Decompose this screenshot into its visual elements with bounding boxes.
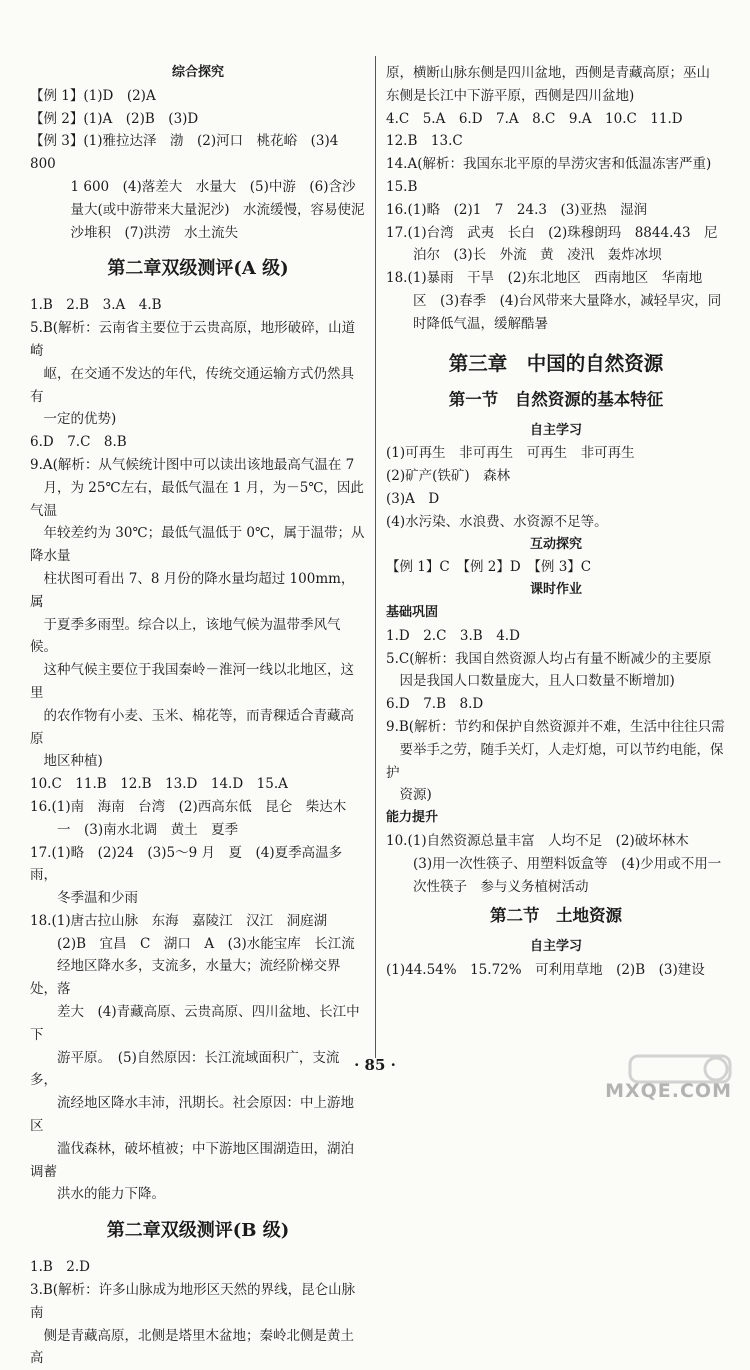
answer-line: 这种气候主要位于我国秦岭－淮河一线以北地区，这里 [30, 662, 354, 701]
answer-line: 因是我国人口数量庞大，且人口数量不断增加) [386, 673, 675, 690]
answer-line: 6.D 7.B 8.D [386, 696, 484, 713]
answer-line: 洪水的能力下降。 [30, 1186, 165, 1203]
answer-line: (3)A D [386, 490, 440, 507]
answer-line: 4.C 5.A 6.D 7.A 8.C 9.A 10.C 11.D [386, 110, 683, 127]
answer-line: 的农作物有小麦、玉米、棉花等，而青稞适合青藏高原 [30, 707, 354, 747]
section-label: 自主学习 [529, 422, 582, 438]
section-label: 课时作业 [529, 582, 582, 598]
answer-line: (4)水污染、水浪费、水资源不足等。 [386, 513, 608, 530]
answer-line: 泊尔 (3)长 外流 黄 凌汛 轰炸冰坝 [386, 247, 662, 264]
answer-line: 原，横断山脉东侧是四川盆地，西侧是青藏高原；巫山 [386, 65, 710, 81]
answer-line: 一 (3)南水北调 黄土 夏季 [30, 821, 239, 838]
answer-line: 【例 3】(1)雅拉达泽 渤 (2)河口 桃花峪 (3)4 800 [30, 133, 339, 173]
answer-line: 1.D 2.C 3.B 4.D [386, 627, 520, 644]
answer-line: 15.B [386, 178, 418, 195]
answer-line: 资源) [386, 787, 432, 804]
answer-line: 5.B(解析：云南省主要位于云贵高原，地形破碎，山道崎 [30, 320, 356, 359]
section-label: 互动探究 [529, 536, 582, 552]
answer-line: 1.B 2.D [30, 1259, 91, 1276]
answer-line: 流经地区降水丰沛，汛期长。社会原因：中上游地区 [30, 1095, 354, 1135]
answer-line: 18.(1)唐古拉山脉 东海 嘉陵江 汉江 洞庭湖 [30, 912, 328, 929]
answer-line: 一定的优势) [30, 411, 117, 428]
answer-line: 5.C(解析：我国自然资源人均占有量不断减少的主要原 [386, 650, 712, 667]
answer-line: 17.(1)台湾 武夷 长白 (2)珠穆朗玛 8844.43 尼 [386, 224, 718, 241]
answer-line: 量大(或中游带来大量泥沙) 水流缓慢，容易使泥 [30, 201, 365, 218]
sub-label: 基础巩固 [386, 604, 439, 620]
answer-line: 月，为 25℃左右，最低气温在 1 月，为－5℃，因此气温 [30, 479, 364, 519]
answer-line: 12.B 13.C [386, 133, 463, 150]
answer-line: 游平原。 (5)自然原因：长江流域面积广，支流多， [30, 1049, 340, 1089]
answer-line: 要举手之劳，随手关灯，人走灯熄，可以节约电能，保护 [386, 741, 724, 781]
page-number: · 85 · [354, 1056, 396, 1074]
answer-line: (3)用一次性筷子、用塑料饭盒等 (4)少用或不用一 [386, 855, 722, 872]
chapter-title: 第三章 中国的自然资源 [448, 351, 664, 375]
answer-line: 10.C 11.B 12.B 13.D 14.D 15.A [30, 776, 288, 793]
answer-line: 于夏季多雨型。综合以上，该地气候为温带季风气候。 [30, 616, 341, 656]
answer-line: 经地区降水多，支流多，水量大；流经阶梯交界处，落 [30, 958, 341, 998]
section-label: 自主学习 [529, 939, 582, 955]
subsection-title: 第二节 土地资源 [490, 906, 622, 926]
answer-line: 10.(1)自然资源总量丰富 人均不足 (2)破坏林木 [386, 832, 689, 849]
answer-line: 16.(1)略 (2)1 7 24.3 (3)亚热 湿润 [386, 201, 648, 218]
answer-line: 区 (3)春季 (4)台风带来大量降水，减轻旱灾，同 [386, 292, 722, 309]
answer-line: 年较差约为 30℃；最低气温低于 0℃，属于温带；从降水量 [30, 525, 365, 565]
answer-line: (2)B 宜昌 C 湖口 A (3)水能宝库 长江流 [30, 935, 355, 952]
watermark-text: MXQE.COM [605, 1080, 732, 1102]
section-heading: 第二章双级测评(B 级) [106, 1220, 290, 1242]
section-label: 综合探究 [171, 65, 224, 80]
answer-line: 9.A(解析：从气候统计图中可以读出该地最高气温在 7 [30, 456, 355, 473]
answer-line: 侧是青藏高原，北侧是塔里木盆地；秦岭北侧是黄土高 [30, 1327, 354, 1367]
answer-line: 3.B(解析：许多山脉成为地形区天然的界线，昆仑山脉南 [30, 1282, 356, 1321]
answer-line: 9.B(解析：节约和保护自然资源并不难，生活中往往只需 [386, 718, 725, 735]
answer-line: 6.D 7.C 8.B [30, 434, 127, 451]
answer-line: 滥伐森林，破坏植被；中下游地区围湖造田，湖泊调蓄 [30, 1140, 354, 1180]
answer-line: 冬季温和少雨 [30, 890, 138, 907]
answer-line: 【例 1】C 【例 2】D 【例 3】C [386, 559, 592, 576]
answer-line: 16.(1)南 海南 台湾 (2)西高东低 昆仑 柴达木 [30, 798, 347, 815]
answer-line: 【例 2】(1)A (2)B (3)D [30, 110, 199, 127]
sub-label: 能力提升 [386, 810, 439, 826]
answer-line: 地区种植) [30, 753, 103, 770]
right-column [386, 62, 726, 982]
answer-line: 沙堆积 (7)洪涝 水土流失 [30, 224, 239, 241]
answer-line: 时降低气温，缓解酷暑 [386, 315, 548, 332]
answer-line: 14.A(解析：我国东北平原的旱涝灾害和低温冻害严重) [386, 156, 712, 173]
column-divider [375, 56, 376, 1058]
section-heading: 第二章双级测评(A 级) [107, 258, 289, 280]
left-column [30, 62, 366, 1370]
answer-line: 差大 (4)青藏高原、云贵高原、四川盆地、长江中下 [30, 1004, 360, 1043]
answer-line: 18.(1)暴雨 干旱 (2)东北地区 西南地区 华南地 [386, 270, 703, 287]
answer-line: 1.B 2.B 3.A 4.B [30, 297, 162, 314]
answer-line: 柱状图可看出 7、8 月份的降水量均超过 100mm，属 [30, 570, 355, 610]
answer-line: (1)44.54% 15.72% 可利用草地 (2)B (3)建设 [386, 962, 705, 979]
answer-line: 17.(1)略 (2)24 (3)5～9 月 夏 (4)夏季高温多雨， [30, 844, 343, 884]
answer-line: 东侧是长江中下游平原，西侧是四川盆地) [386, 87, 635, 104]
answer-line: 1 600 (4)落差大 水量大 (5)中游 (6)含沙 [30, 178, 356, 195]
answer-line: (2)矿产(铁矿) 森林 [386, 468, 511, 485]
subsection-title: 第一节 自然资源的基本特征 [448, 389, 664, 409]
answer-line: 【例 1】(1)D (2)A [30, 87, 156, 104]
answer-line: 岖，在交通不发达的年代，传统交通运输方式仍然具有 [30, 365, 354, 405]
answer-line: 次性筷子 参与义务植树活动 [386, 878, 589, 895]
answer-line: (1)可再生 非可再生 可再生 非可再生 [386, 445, 635, 462]
